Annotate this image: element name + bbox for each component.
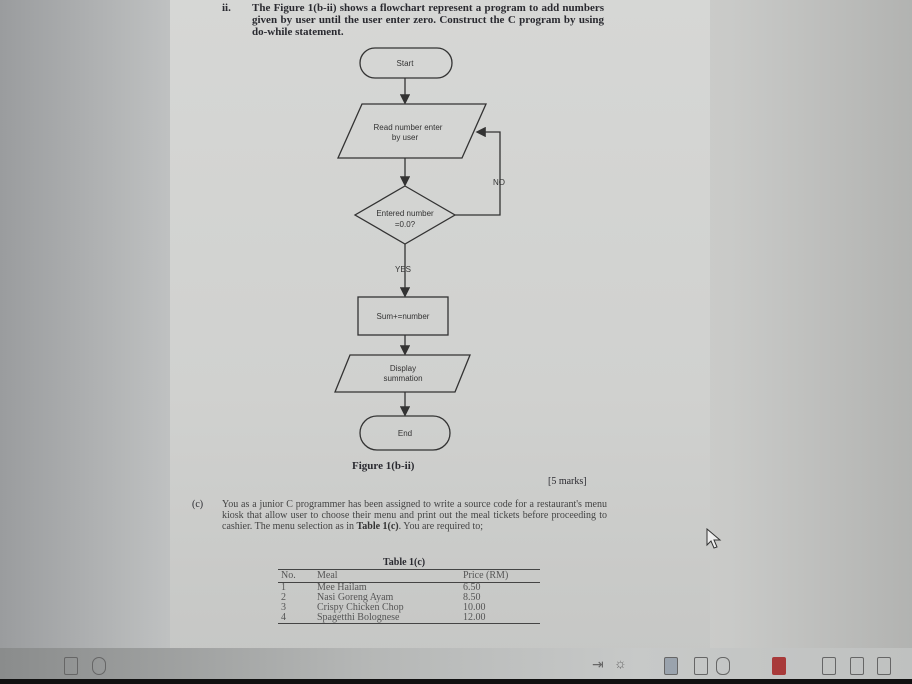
figure-caption: Figure 1(b-ii) xyxy=(352,460,415,472)
no-label: NO xyxy=(493,178,505,187)
table-reference: Table 1(c) xyxy=(356,521,399,532)
single-page-view-icon[interactable] xyxy=(694,657,708,675)
zoom-in-icon[interactable] xyxy=(877,657,891,675)
process-label: Sum+=number xyxy=(376,312,430,321)
book-view-icon[interactable] xyxy=(716,657,730,675)
cell-no: 1 xyxy=(281,582,286,593)
double-page-view-icon[interactable] xyxy=(664,657,678,675)
mouse-cursor-icon xyxy=(706,528,722,550)
cell-price: 10.00 xyxy=(463,602,486,613)
cell-no: 3 xyxy=(281,602,286,613)
cell-meal: Crispy Chicken Chop xyxy=(317,602,404,613)
zoom-out-icon[interactable] xyxy=(822,657,836,675)
section-c-text xyxy=(222,499,607,532)
end-label: End xyxy=(397,429,413,438)
marks: [5 marks] xyxy=(548,476,587,487)
start-label: Start xyxy=(396,59,414,68)
question-text: The Figure 1(b-ii) shows a flowchart represent a program to add numbers given by user until the user enter zero. Construct the C program by using do-while statement. xyxy=(252,2,604,38)
cell-meal: Mee Hailam xyxy=(317,582,367,593)
zoom-reset-icon[interactable] xyxy=(850,657,864,675)
input-label-1: Read number enter xyxy=(373,123,443,132)
page-nav-icon[interactable] xyxy=(64,657,78,675)
cell-price: 8.50 xyxy=(463,592,481,603)
decision-label-1: Entered number xyxy=(376,209,434,218)
cell-no: 4 xyxy=(278,613,314,624)
screen-bezel xyxy=(0,679,912,684)
output-label-1: Display xyxy=(389,364,417,373)
header-no: No. xyxy=(278,570,314,583)
header-price: Price (RM) xyxy=(460,570,540,583)
yes-label: YES xyxy=(394,265,412,274)
decision-label-2: =0.0? xyxy=(394,220,416,229)
cell-no: 2 xyxy=(281,592,286,603)
table-caption: Table 1(c) xyxy=(383,557,426,568)
cell-price: 6.50 xyxy=(463,582,481,593)
menu-table xyxy=(278,569,540,624)
no-loop-line xyxy=(455,132,500,215)
section-c-end: . You are required to; xyxy=(398,521,484,532)
next-page-icon[interactable] xyxy=(92,657,106,675)
table-header-row xyxy=(278,570,540,583)
section-c-body: You as a junior C programmer has been assigned to write a source code for a restaurant's menu kiosk that allow user to choose their menu and print out the meal tickets before proceeding to cashier. The menu selection as in xyxy=(222,499,607,532)
eye-protect-icon[interactable]: ☼ xyxy=(614,657,627,672)
output-label-2: summation xyxy=(383,374,423,383)
header-meal: Meal xyxy=(314,570,460,583)
cell-meal: Spagetthi Bolognese xyxy=(314,613,460,624)
question-number: ii. xyxy=(222,2,231,14)
play-slideshow-icon[interactable] xyxy=(772,657,786,675)
cell-price: 12.00 xyxy=(460,613,540,624)
fit-page-icon[interactable]: ⇥ xyxy=(592,658,604,673)
table-row xyxy=(278,613,540,624)
cell-meal: Nasi Goreng Ayam xyxy=(317,592,394,603)
section-label: (c) xyxy=(192,499,204,510)
input-label-2: by user xyxy=(391,133,419,142)
